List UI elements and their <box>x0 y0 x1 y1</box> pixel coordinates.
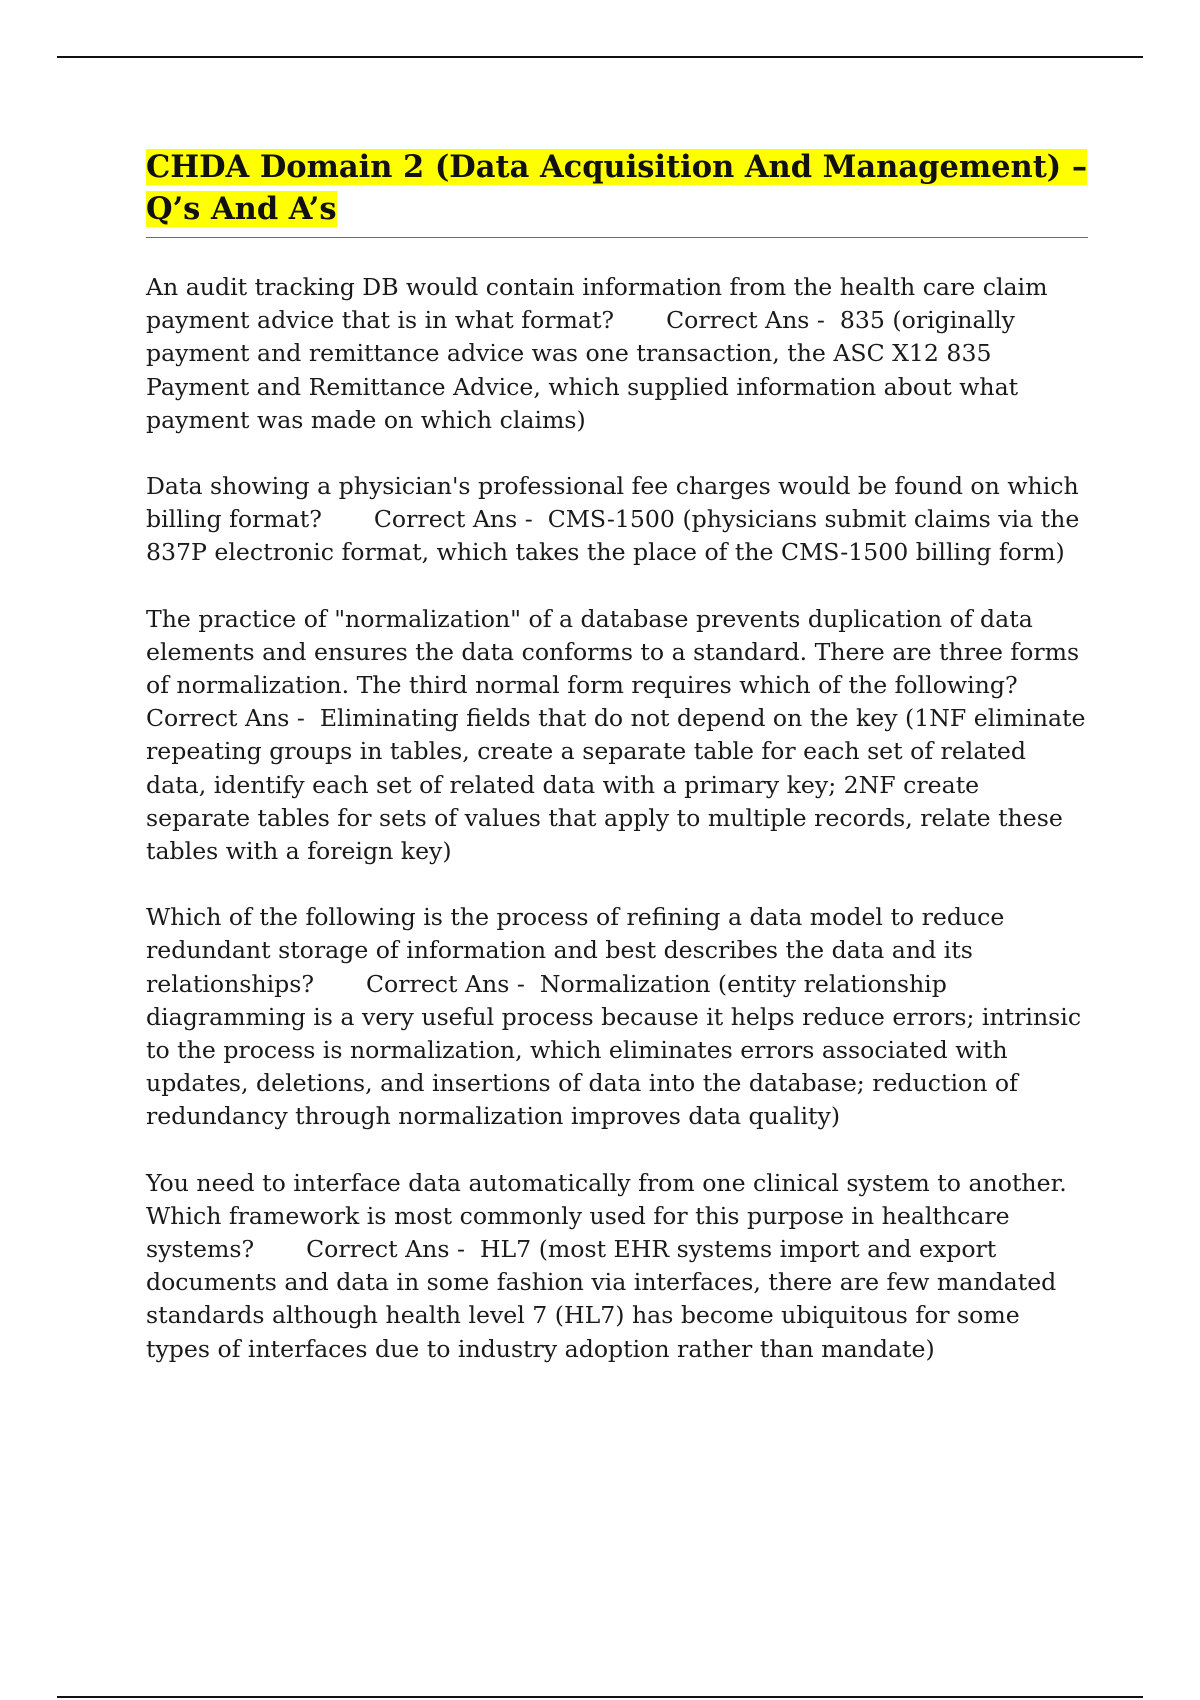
question-text: Which of the following is the process of refining a data model to reduce redundant storage of information and best describes the data and its relationships? <box>146 903 1005 998</box>
qa-item <box>146 901 1088 1133</box>
answer-text: Normalization (entity relationship diagramming is a very useful process because it helps reduce errors; intrinsic to the process is normalization, which eliminates errors associated with updates, deletions, and insertions of data into the database; reduction of redundancy through normalization improves data quality) <box>146 969 1082 1131</box>
answer-label: Correct Ans <box>306 1235 450 1264</box>
answer-label: Correct Ans <box>366 969 510 998</box>
question-text: An audit tracking DB would contain information from the health care claim payment advice that is in what format? <box>146 273 1048 335</box>
answer-label: Correct Ans <box>666 306 810 335</box>
qa-item <box>146 603 1088 869</box>
page-bottom-rule <box>57 1696 1143 1698</box>
answer-label: Correct Ans <box>373 505 518 534</box>
answer-separator: - <box>509 969 533 998</box>
question-text: You need to interface data automatically from one clinical system to another. Which framework is most commonly used for this purpose in healthcare systems? <box>146 1168 1067 1264</box>
document-title <box>146 146 1088 230</box>
title-underline <box>146 237 1088 238</box>
answer-separator: - <box>517 505 541 534</box>
question-text: The practice of "normalization" of a database prevents duplication of data elements and ensures the data conforms to a standard. There are three forms of normalization. The third normal form requires which of the following? <box>146 604 1080 700</box>
qa-list <box>146 271 1088 1366</box>
title-highlight: CHDA Domain 2 (Data Acquisition And Management) – Q’s And A’s <box>146 149 1088 227</box>
qa-item <box>146 1167 1088 1366</box>
answer-text: CMS-1500 (physicians submit claims via the 837P electronic format, which takes the place of the CMS-1500 billing form) <box>146 505 1080 567</box>
answer-separator: - <box>449 1235 473 1264</box>
qa-item <box>146 271 1088 437</box>
page-top-rule <box>57 56 1143 58</box>
answer-text: 835 (originally payment and remittance advice was one transaction, the ASC X12 835 Payment and Remittance Advice, which supplied information about what payment was made on which claims) <box>146 306 1019 434</box>
document-body <box>146 146 1088 1399</box>
question-text: Data showing a physician's professional fee charges would be found on which billing format? <box>146 472 1079 534</box>
answer-label: Correct Ans <box>146 704 290 733</box>
answer-separator: - <box>809 306 833 335</box>
answer-separator: - <box>289 704 313 733</box>
qa-item <box>146 470 1088 570</box>
answer-text: HL7 (most EHR systems import and export documents and data in some fashion via interfaces, there are few mandated standards although health level 7 (HL7) has become ubiquitous for some types of interfaces due to industry adoption rather than mandate) <box>146 1235 1057 1363</box>
answer-text: Eliminating fields that do not depend on the key (1NF eliminate repeating groups in tables, create a separate table for each set of related data, identify each set of related data with a primary key; 2NF create separate tables for sets of values that apply to multiple records, relate these tables with a foreign key) <box>146 704 1086 866</box>
